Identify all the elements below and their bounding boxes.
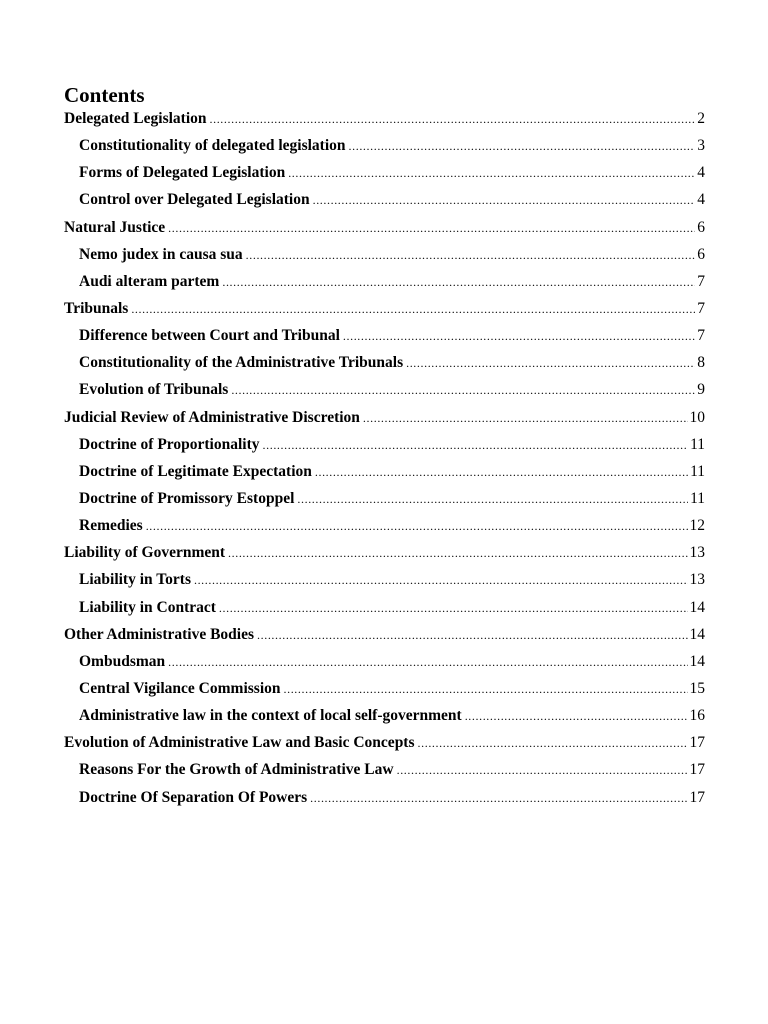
toc-subsection-entry[interactable] [64, 485, 705, 512]
toc-subsection-entry[interactable] [64, 512, 705, 539]
toc-entry-page-number: 6 [697, 245, 705, 263]
toc-subsection-entry[interactable] [64, 349, 705, 376]
toc-section-entry[interactable] [64, 105, 705, 132]
toc-entry-title: Doctrine of Legitimate Expectation [79, 462, 312, 480]
dot-leader [246, 242, 696, 269]
dot-leader [263, 432, 689, 459]
table-of-contents [64, 105, 705, 811]
toc-entry-title: Nemo judex in causa sua [79, 245, 243, 263]
dot-leader [131, 296, 695, 323]
dot-leader [315, 459, 688, 486]
toc-entry-title: Doctrine of Proportionality [79, 435, 260, 453]
toc-entry-page-number: 14 [689, 598, 705, 616]
toc-entry-title: Evolution of Administrative Law and Basic Concepts [64, 734, 415, 752]
dot-leader [418, 730, 688, 757]
toc-section-entry[interactable] [64, 539, 705, 566]
toc-heading: Contents [64, 83, 145, 107]
toc-entry-page-number: 13 [689, 544, 705, 562]
toc-entry-page-number: 8 [697, 354, 705, 372]
dot-leader [222, 269, 695, 296]
toc-section-entry[interactable] [64, 404, 705, 431]
toc-entry-page-number: 2 [697, 110, 705, 127]
toc-entry-page-number: 17 [689, 761, 705, 779]
toc-entry-title: Natural Justice [64, 218, 166, 236]
dot-leader [210, 106, 696, 133]
dot-leader [146, 513, 688, 540]
toc-entry-page-number: 11 [690, 489, 705, 507]
toc-subsection-entry[interactable] [64, 594, 705, 621]
toc-entry-page-number: 11 [690, 435, 705, 453]
toc-subsection-entry[interactable] [64, 675, 705, 702]
dot-leader [228, 540, 687, 567]
toc-section-entry[interactable] [64, 214, 705, 241]
dot-leader [168, 649, 687, 676]
toc-entry-title: Doctrine Of Separation Of Powers [79, 788, 308, 806]
dot-leader [465, 703, 688, 730]
toc-subsection-entry[interactable] [64, 702, 705, 729]
dot-leader [310, 785, 687, 812]
dot-leader [168, 215, 695, 242]
toc-entry-title: Evolution of Tribunals [79, 381, 229, 399]
toc-subsection-entry[interactable] [64, 756, 705, 783]
toc-subsection-entry[interactable] [64, 566, 705, 593]
toc-subsection-entry[interactable] [64, 186, 705, 213]
toc-entry-title: Central Vigilance Commission [79, 679, 281, 697]
toc-entry-page-number: 7 [697, 299, 705, 317]
toc-entry-page-number: 6 [697, 218, 705, 236]
toc-subsection-entry[interactable] [64, 784, 705, 811]
toc-entry-title: Reasons For the Growth of Administrative Law [79, 761, 394, 779]
toc-section-entry[interactable] [64, 621, 705, 648]
dot-leader [288, 160, 695, 187]
toc-entry-title: Remedies [79, 517, 143, 535]
toc-entry-page-number: 16 [689, 707, 705, 725]
toc-entry-page-number: 15 [689, 679, 705, 697]
toc-entry-page-number: 12 [689, 517, 705, 535]
toc-entry-title: Liability in Torts [79, 571, 191, 589]
toc-entry-page-number: 14 [689, 625, 705, 643]
toc-entry-title: Other Administrative Bodies [64, 625, 255, 643]
toc-entry-title: Judicial Review of Administrative Discretion [64, 408, 360, 426]
dot-leader [219, 595, 688, 622]
toc-entry-title: Liability of Government [64, 544, 226, 562]
toc-entry-title: Audi alteram partem [79, 272, 220, 290]
toc-entry-page-number: 14 [689, 652, 705, 670]
toc-subsection-entry[interactable] [64, 458, 705, 485]
toc-entry-title: Control over Delegated Legislation [79, 191, 310, 209]
toc-entry-title: Doctrine of Promissory Estoppel [79, 489, 295, 507]
toc-entry-page-number: 4 [697, 191, 705, 209]
dot-leader [349, 133, 696, 160]
toc-subsection-entry[interactable] [64, 648, 705, 675]
toc-entry-title: Liability in Contract [79, 598, 216, 616]
toc-entry-title: Constitutionality of the Administrative Tribunals [79, 354, 404, 372]
dot-leader [284, 676, 688, 703]
toc-subsection-entry[interactable] [64, 159, 705, 186]
dot-leader [363, 405, 688, 432]
toc-entry-page-number: 7 [697, 327, 705, 345]
toc-entry-page-number: 17 [689, 788, 705, 806]
toc-entry-title: Difference between Court and Tribunal [79, 327, 340, 345]
toc-entry-page-number: 13 [689, 571, 705, 589]
toc-section-entry[interactable] [64, 295, 705, 322]
toc-entry-title: Forms of Delegated Legislation [79, 164, 286, 182]
dot-leader [406, 350, 695, 377]
dot-leader [313, 187, 696, 214]
toc-entry-page-number: 3 [697, 137, 705, 155]
toc-entry-page-number: 7 [697, 272, 705, 290]
toc-subsection-entry[interactable] [64, 322, 705, 349]
toc-entry-page-number: 10 [689, 408, 705, 426]
dot-leader [397, 757, 688, 784]
toc-entry-title: Tribunals [64, 299, 129, 317]
toc-subsection-entry[interactable] [64, 241, 705, 268]
toc-entry-title: Ombudsman [79, 652, 166, 670]
dot-leader [231, 377, 695, 404]
toc-entry-page-number: 11 [690, 462, 705, 480]
dot-leader [297, 486, 688, 513]
toc-entry-page-number: 9 [697, 381, 705, 399]
toc-subsection-entry[interactable] [64, 132, 705, 159]
toc-subsection-entry[interactable] [64, 376, 705, 403]
dot-leader [194, 567, 688, 594]
toc-section-entry[interactable] [64, 729, 705, 756]
toc-subsection-entry[interactable] [64, 431, 705, 458]
dot-leader [343, 323, 695, 350]
toc-entry-page-number: 17 [689, 734, 705, 752]
toc-entry-page-number: 4 [697, 164, 705, 182]
dot-leader [257, 622, 687, 649]
toc-entry-title: Administrative law in the context of local self-government [79, 707, 462, 725]
toc-subsection-entry[interactable] [64, 268, 705, 295]
toc-entry-title: Delegated Legislation [64, 110, 207, 127]
toc-entry-title: Constitutionality of delegated legislation [79, 137, 346, 155]
